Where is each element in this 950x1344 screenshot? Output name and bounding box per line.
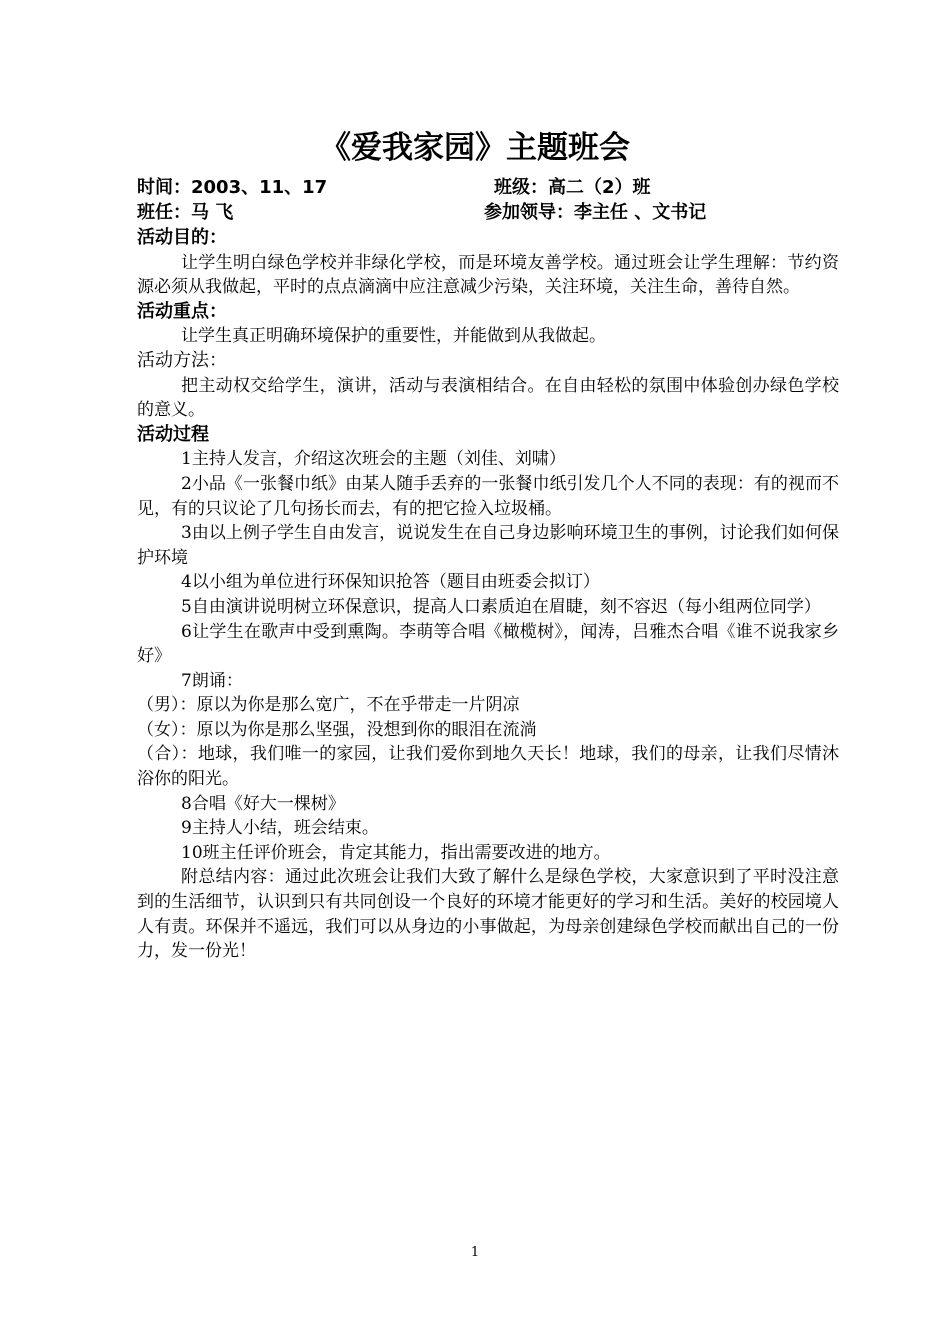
purpose-heading: 活动目的： <box>137 227 227 248</box>
process-item: 8合唱《好大一棵树》 <box>181 793 345 814</box>
document-title: 《爱我家园》主题班会 <box>320 130 630 166</box>
class-teacher: 班任：马 飞 <box>137 202 234 223</box>
process-item: 10班主任评价班会，肯定其能力，指出需要改进的地方。 <box>181 842 611 863</box>
process-item: 1主持人发言，介绍这次班会的主题（刘佳、刘啸） <box>181 449 566 470</box>
method-heading: 活动方法： <box>137 349 227 371</box>
summary-text: 附总结内容：通过此次班会让我们大致了解什么是绿色学校，大家意识到了平时没注意到的生活细节，认识到只有共同创设一个良好的环境才能更好的学习和生活。美好的校园境人人有责。环保并不遥远，我们可以从身边的小事做起，为母亲创建绿色学校而献出自己的一份力，发一份光！ <box>137 867 839 962</box>
process-heading: 活动过程 <box>137 423 209 445</box>
meeting-time: 时间：2003、11、17 <box>137 177 328 198</box>
focus-text: 让学生真正明确环境保护的重要性，并能做到从我做起。 <box>181 326 606 347</box>
page-number: 1 <box>470 1245 480 1260</box>
method-text: 把主动权交给学生，演讲，活动与表演相结合。在自由轻松的氛围中体验创办绿色学校的意义。 <box>137 375 839 421</box>
recitation-female: （女）：原以为你是那么坚强，没想到你的眼泪在流淌 <box>137 719 537 740</box>
recitation-male: （男）：原以为你是那么宽广，不在乎带走一片阴凉 <box>137 695 520 716</box>
process-item: 6让学生在歌声中受到熏陶。李萌等合唱《橄榄树》，闻涛，吕雅杰合唱《谁不说我家乡好》 <box>137 621 839 667</box>
focus-heading: 活动重点： <box>137 300 227 322</box>
class-name: 班级：高二（2）班 <box>494 177 651 198</box>
process-item: 4以小组为单位进行环保知识抢答（题目由班委会拟订） <box>181 572 600 593</box>
process-item: 5自由演讲说明树立环保意识，提高人口素质迫在眉睫，刻不容迟（每小组两位同学） <box>181 596 821 617</box>
attending-leaders: 参加领导：李主任 、文书记 <box>484 202 707 223</box>
process-item: 7朗诵： <box>181 670 243 691</box>
document-body <box>137 226 839 964</box>
purpose-text: 让学生明白绿色学校并非绿化学校，而是环境友善学校。通过班会让学生理解：节约资源必须从我做起，平时的点点滴滴中应注意减少污染，关注环境，关注生命，善待自然。 <box>137 252 839 298</box>
process-item: 9主持人小结，班会结束。 <box>181 818 379 839</box>
process-item: 2小品《一张餐巾纸》由某人随手丢弃的一张餐巾纸引发几个人不同的表现：有的视而不见，有的只议论了几句扬长而去，有的把它捡入垃圾桶。 <box>137 473 839 519</box>
recitation-chorus: （合）：地球，我们唯一的家园，让我们爱你到地久天长！地球，我们的母亲，让我们尽情沐浴你的阳光。 <box>137 744 839 790</box>
process-item: 3由以上例子学生自由发言，说说发生在自己身边影响环境卫生的事例，讨论我们如何保护环境 <box>137 523 839 568</box>
